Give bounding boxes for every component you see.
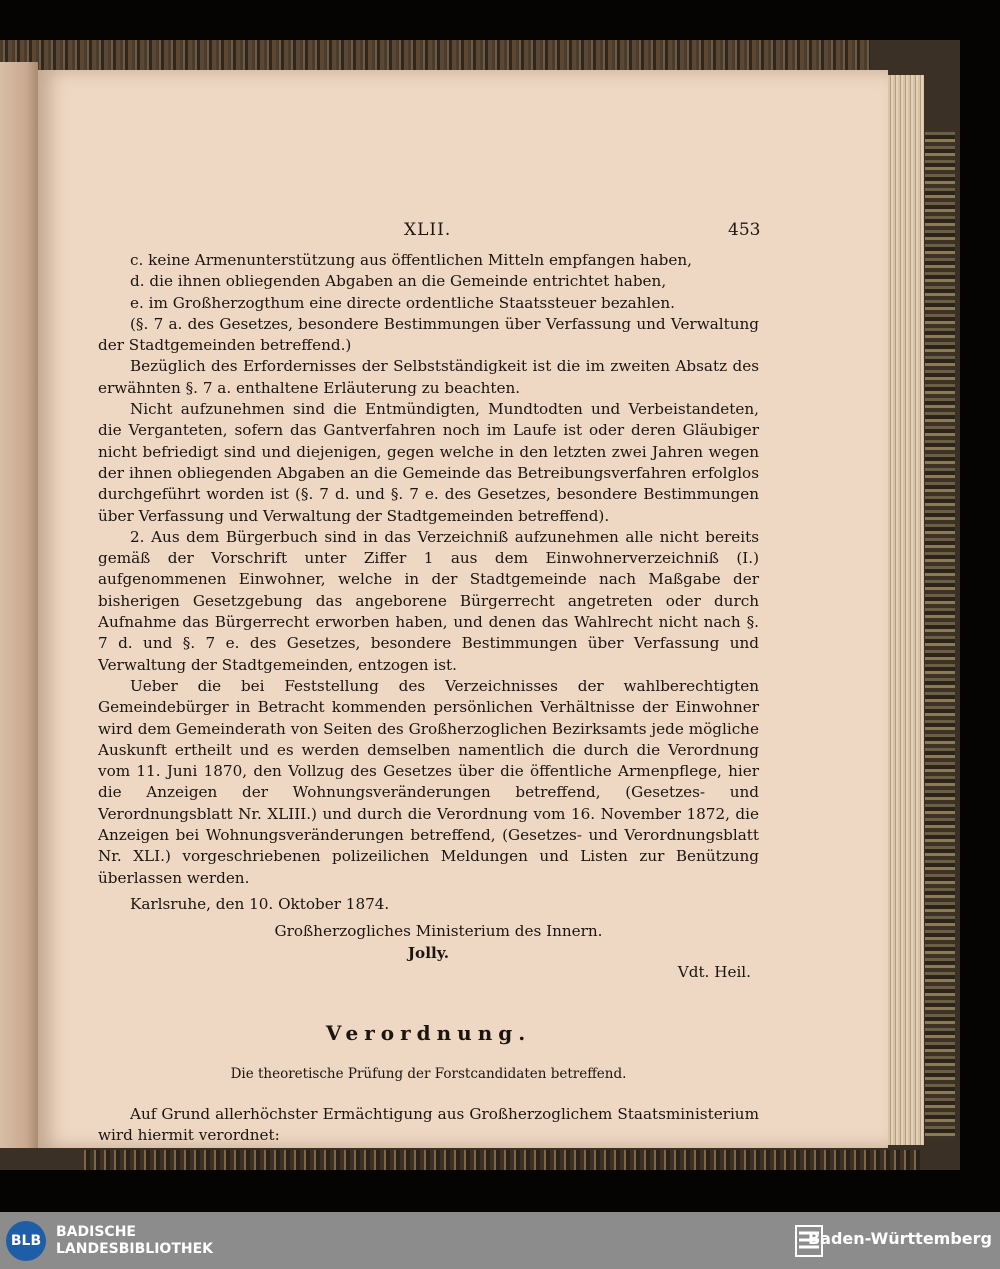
ordinance-subtitle: Die theoretische Prüfung der Forstcandidaten betreffend. <box>230 1066 627 1083</box>
countersignature: Vdt. Heil. <box>677 962 751 981</box>
dateline: Karlsruhe, den 10. Oktober 1874. <box>130 894 390 913</box>
left-page-edge <box>0 62 38 1148</box>
paragraph: Bezüglich des Erfordernisses der Selbstständigkeit ist die im zweiten Absatz des erwähnten §. 7 a. enthaltene Erläuterung zu beachten. <box>98 357 759 397</box>
list-item: e. im Großherzogthum eine directe ordentliche Staatssteuer bezahlen. <box>130 293 675 312</box>
ministry: Großherzogliches Ministerium des Innern. <box>274 922 603 941</box>
page-body <box>98 250 759 1146</box>
signature: Jolly. <box>407 943 450 962</box>
section-number: XLII. <box>404 220 452 240</box>
book-page <box>38 70 888 1148</box>
library-name[interactable] <box>56 1224 213 1258</box>
blb-logo[interactable]: BLB <box>6 1221 46 1261</box>
paragraph: 2. Aus dem Bürgerbuch sind in das Verzeichniß aufzunehmen alle nicht bereits gemäß der Vorschrift unter Ziffer 1 aus dem Einwohnerverzeichniß (I.) aufgenommenen Einwohner, welche in der Stadtgemeinde nach Maßgabe der bisherigen Gesetzgebung das angeborene Bürgerrecht angetreten oder durch Aufnahme das Bürgerrecht erworben haben, und denen das Wahlrecht nicht nach §. 7 d. und §. 7 e. des Gesetzes, besondere Bestimmungen über Verfassung und Verwaltung der Stadtgemeinden, entzogen ist. <box>98 527 759 674</box>
state-name[interactable]: Baden-Württemberg <box>807 1229 992 1248</box>
page-number: 453 <box>728 220 761 240</box>
list-item: d. die ihnen obliegenden Abgaben an die Gemeinde entrichtet haben, <box>130 272 667 291</box>
library-name-line2: LANDESBIBLIOTHEK <box>56 1241 214 1257</box>
book-edge-top <box>0 40 870 72</box>
ordinance-text: Auf Grund allerhöchster Ermächtigung aus Großherzoglichem Staatsministerium wird hiermit verordnet: <box>98 1104 759 1144</box>
book-edge-right <box>925 130 955 1140</box>
footer-bar <box>0 1212 1000 1269</box>
ordinance-title: Verordnung. <box>325 1021 532 1046</box>
paragraph: Ueber die bei Feststellung des Verzeichnisses der wahlberechtigten Gemeindebürger in Betracht kommenden persönlichen Verhältnisse der Einwohner wird dem Gemeinderath von Seiten des Großherzoglichen Bezirksamts jede mögliche Auskunft ertheilt und es werden demselben namentlich die durch die Verordnung vom 11. Juni 1870, den Vollzug des Gesetzes über die öffentliche Armenpflege, hier die Anzeigen der Wohnungsveränderungen betreffend, (Gesetzes- und Verordnungsblatt Nr. XLIII.) und durch die Verordnung vom 16. November 1872, die Anzeigen bei Wohnungsveränderungen betreffend, (Gesetzes- und Verordnungsblatt Nr. XLI.) vorgeschriebenen polizeilichen Meldungen und Listen zur Benützung überlassen werden. <box>98 676 759 887</box>
book-edge-bottom <box>80 1150 920 1170</box>
page-header <box>38 220 888 244</box>
page-stack <box>888 75 924 1145</box>
library-name-line1: BADISCHE <box>56 1224 136 1240</box>
paragraph: (§. 7 a. des Gesetzes, besondere Bestimmungen über Verfassung und Verwaltung der Stadtgemeinden betreffend.) <box>98 314 759 355</box>
list-item: c. keine Armenunterstützung aus öffentlichen Mitteln empfangen haben, <box>130 251 692 269</box>
paragraph: Nicht aufzunehmen sind die Entmündigten, Mundtodten und Verbeistandeten, die Verganteten, sofern das Gantverfahren noch im Laufe ist oder deren Gläubiger nicht befriedigt sind und diejenigen, gegen welche in den letzten zwei Jahren wegen der ihnen obliegenden Abgaben an die Gemeinde das Betreibungsverfahren erfolglos durchgeführt worden ist (§. 7 d. und §. 7 e. des Gesetzes, besondere Bestimmungen über Verfassung und Verwaltung der Stadtgemeinden betreffend). <box>98 400 759 525</box>
